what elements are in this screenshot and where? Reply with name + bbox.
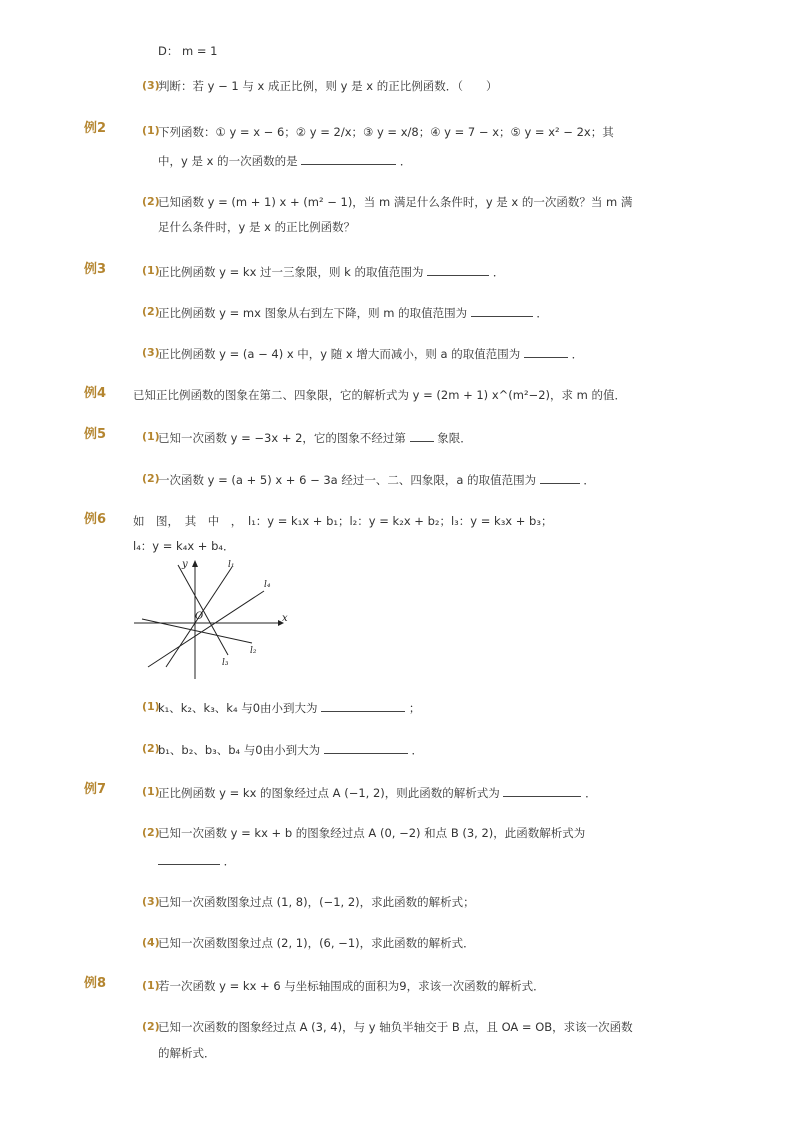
x-axis-label: x xyxy=(282,613,288,624)
example-6-label: 例6 xyxy=(84,512,107,527)
ex7-q1-text: 正比例函数 y = kx 的图象经过点 A (−1, 2)，则此函数的解析式为 xyxy=(158,786,500,800)
ex8-q1-number: (1) xyxy=(142,979,160,992)
ex5-q2-number: (2) xyxy=(142,472,160,485)
ex4-text: 已知正比例函数的图象在第二、四象限，它的解析式为 y = (2m + 1) x^(m²−2)，求 m 的值． xyxy=(133,388,627,402)
ex3-q3-number: (3) xyxy=(142,346,160,359)
ex3-q1 xyxy=(158,263,504,280)
ex3-q3 xyxy=(158,345,583,362)
ex7-q1-number: (1) xyxy=(142,785,160,798)
ex2-q1-line2 xyxy=(158,152,411,169)
l2-label: l₂ xyxy=(250,646,257,656)
ex6-line2: l₄：y = k₄x + b₄． xyxy=(133,539,235,553)
ex5-q2-text: 一次函数 y = (a + 5) x + 6 − 3a 经过一、二、四象限，a 的取值范围为 xyxy=(158,473,537,487)
l3-label: l₃ xyxy=(222,658,229,668)
ex8-q2-line1: 已知一次函数的图象经过点 A (3, 4)，与 y 轴负半轴交于 B 点，且 OA = OB，求该一次函数 xyxy=(158,1020,633,1034)
ex2-q1-line2-text: 中，y 是 x 的一次函数的是 xyxy=(158,154,298,168)
l4-label: l₄ xyxy=(264,580,271,590)
ex3-q2-number: (2) xyxy=(142,305,160,318)
ex3-q2 xyxy=(158,304,548,321)
answer-blank[interactable] xyxy=(540,471,580,484)
ex6-q2-number: (2) xyxy=(142,742,160,755)
q3-text: 判断：若 y − 1 与 x 成正比例，则 y 是 x 的正比例函数．（ ） xyxy=(158,79,498,93)
ex6-q1-number: (1) xyxy=(142,700,160,713)
ex7-q2-line2 xyxy=(158,852,235,869)
ex3-q3-text: 正比例函数 y = (a − 4) x 中，y 随 x 增大而减小，则 a 的取值范围为 xyxy=(158,347,521,361)
period: ． xyxy=(585,786,597,800)
origin-label: O xyxy=(195,611,204,622)
answer-blank[interactable] xyxy=(301,152,396,165)
ex8-q2-line2: 的解析式． xyxy=(158,1046,216,1060)
example-3-label: 例3 xyxy=(84,262,107,277)
ex2-q1-line1: 下列函数：① y = x − 6；② y = 2/x；③ y = x/8；④ y = 7 − x；⑤ y = x² − 2x；其 xyxy=(158,125,614,139)
ex7-q2-number: (2) xyxy=(142,826,160,839)
ex6-q2-text: b₁、b₂、b₃、b₄ 与0由小到大为 xyxy=(158,743,321,757)
ex2-q2-line1: 已知函数 y = (m + 1) x + (m² − 1)，当 m 满足什么条件时，y 是 x 的一次函数？当 m 满 xyxy=(158,195,633,209)
example-5-label: 例5 xyxy=(84,427,107,442)
ex8-q1: 若一次函数 y = kx + 6 与坐标轴围成的面积为9，求该一次函数的解析式． xyxy=(158,979,545,993)
answer-blank[interactable] xyxy=(321,699,405,712)
ex7-q3-number: (3) xyxy=(142,895,160,908)
answer-blank[interactable] xyxy=(471,304,533,317)
ex5-q1-number: (1) xyxy=(142,430,160,443)
l1-label: l₁ xyxy=(228,560,235,570)
ex8-q2-number: (2) xyxy=(142,1020,160,1033)
answer-blank[interactable] xyxy=(158,852,220,865)
q3-number: (3) xyxy=(142,79,160,92)
ex7-q4-number: (4) xyxy=(142,936,160,949)
ex7-q3: 已知一次函数图象过点 (1, 8)，(−1, 2)，求此函数的解析式； xyxy=(158,895,475,909)
period: ． xyxy=(411,743,423,757)
answer-blank[interactable] xyxy=(427,263,489,276)
ex3-q1-text: 正比例函数 y = kx 过一三象限，则 k 的取值范围为 xyxy=(158,265,424,279)
answer-blank[interactable] xyxy=(524,345,568,358)
answer-blank[interactable] xyxy=(324,741,408,754)
ex5-q1-text: 已知一次函数 y = −3x + 2，它的图象不经过第 xyxy=(158,431,406,445)
period: ． xyxy=(536,306,548,320)
ex6-line1: 如 图， 其 中 ， l₁：y = k₁x + b₁；l₂：y = k₂x + b₂；l₃：y = k₃x + b₃； xyxy=(133,514,553,528)
ex5-q1 xyxy=(158,429,472,446)
period: ． xyxy=(223,854,236,868)
line-l4 xyxy=(148,591,264,667)
line-graph-figure xyxy=(128,555,288,685)
ex5-q2 xyxy=(158,471,595,488)
ex7-q4: 已知一次函数图象过点 (2, 1)，(6, −1)，求此函数的解析式． xyxy=(158,936,475,950)
line-l3 xyxy=(178,565,228,655)
example-8-label: 例8 xyxy=(84,976,107,991)
answer-blank[interactable] xyxy=(503,784,581,797)
answer-blank[interactable] xyxy=(410,429,434,442)
ex6-q2 xyxy=(158,741,423,758)
period: ． xyxy=(492,265,505,279)
example-7-label: 例7 xyxy=(84,782,107,797)
ex7-q1 xyxy=(158,784,597,801)
option-d: D： m = 1 xyxy=(158,44,218,58)
semicolon: ； xyxy=(408,701,421,715)
ex7-q2-line1: 已知一次函数 y = kx + b 的图象经过点 A (0, −2) 和点 B (3, 2)，此函数解析式为 xyxy=(158,826,586,840)
ex6-q1-text: k₁、k₂、k₃、k₄ 与0由小到大为 xyxy=(158,701,318,715)
example-2-label: 例2 xyxy=(84,121,107,136)
period: ． xyxy=(571,347,584,361)
y-axis-arrow xyxy=(192,560,198,567)
example-4-label: 例4 xyxy=(84,386,107,401)
period: ． xyxy=(399,154,412,168)
period: ． xyxy=(583,473,595,487)
ex2-q2-line2: 足什么条件时，y 是 x 的正比例函数？ xyxy=(158,220,356,234)
ex6-q1 xyxy=(158,699,420,716)
ex3-q2-text: 正比例函数 y = mx 图象从右到左下降，则 m 的取值范围为 xyxy=(158,306,468,320)
ex2-q1-number: (1) xyxy=(142,124,160,137)
ex5-q1-end: 象限． xyxy=(437,431,472,445)
ex2-q2-number: (2) xyxy=(142,195,160,208)
y-axis-label: y xyxy=(182,559,188,570)
ex3-q1-number: (1) xyxy=(142,264,160,277)
